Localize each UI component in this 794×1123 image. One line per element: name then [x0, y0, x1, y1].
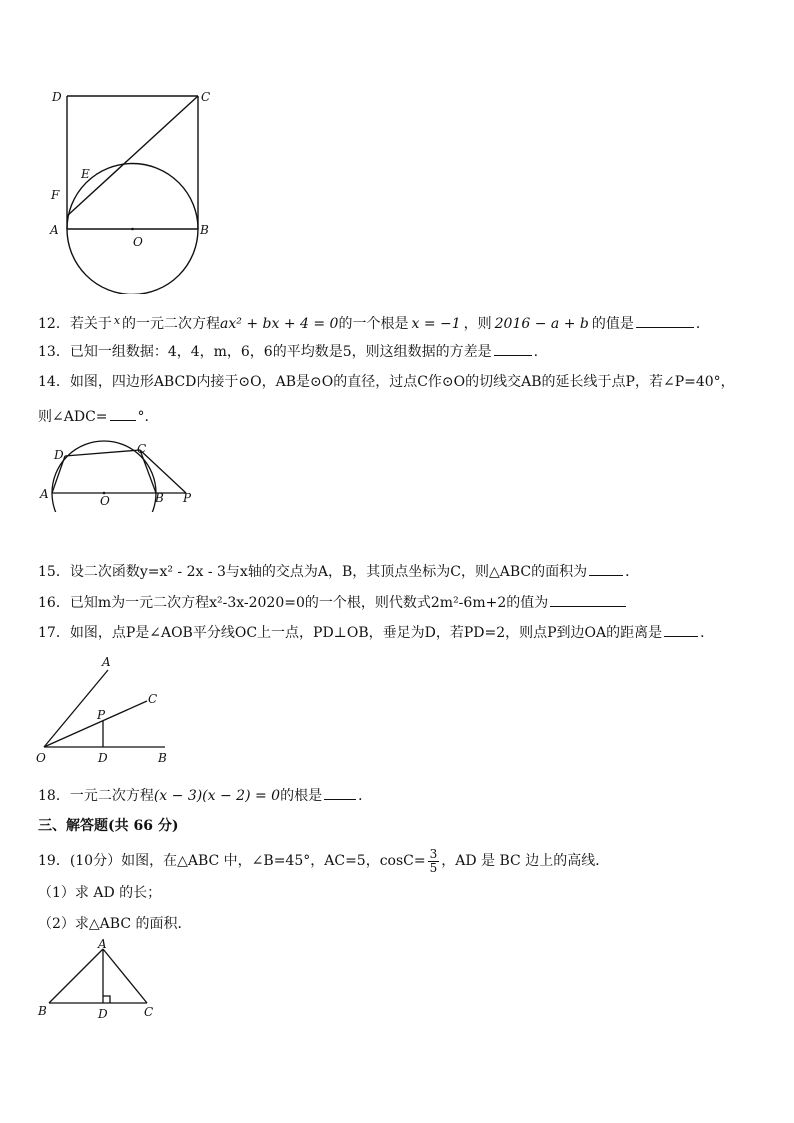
q13-answer-blank[interactable] [494, 341, 532, 356]
q19-frac-num: 3 [429, 846, 438, 861]
question-19 [38, 846, 609, 876]
label-C: C [201, 90, 211, 104]
q12-text1: 若关于 [69, 316, 112, 332]
q13-text: 13．已知一组数据：4，4，m，6，6的平均数是5，则这组数据的方差是 [38, 344, 492, 360]
fig19-label-B: B [38, 1004, 47, 1018]
q18-equation: (x − 3)(x − 2) = 0 [153, 788, 281, 804]
q17-text: 17．如图，点P是∠AOB平分线OC上一点，PD⊥OB，垂足为D，若PD=2，则点P到边OA的距离是 [38, 625, 663, 641]
q12-var: x [113, 314, 121, 327]
fig17-label-C: C [148, 692, 158, 706]
label-O: O [133, 235, 143, 249]
fig17-label-O: O [36, 751, 46, 765]
q18-text1: 18．一元二次方程 [38, 788, 154, 804]
fig14-label-O: O [100, 494, 110, 508]
question-19-part2 [38, 914, 192, 934]
q15-answer-blank[interactable] [589, 561, 623, 576]
section-3-title: 三、解答题(共 66 分) [38, 818, 179, 834]
q12-end: ． [695, 316, 710, 332]
fig14-label-A: A [40, 487, 49, 501]
label-D: D [52, 90, 62, 104]
fig17-label-B: B [158, 751, 167, 765]
q17-end: ． [700, 625, 715, 641]
q14-answer-blank[interactable] [110, 406, 136, 421]
fig17-label-D: D [98, 751, 108, 765]
q16-text: 16．已知m为一元二次方程x²-3x-2020=0的一个根，则代数式2m²-6m+2的值为 [38, 595, 549, 611]
q12-text2: 的一元二次方程 [122, 316, 221, 332]
fig17-label-A: A [102, 655, 111, 669]
fig14-label-B: B [155, 491, 164, 505]
fig19-label-C: C [144, 1005, 154, 1019]
question-18 [38, 785, 372, 806]
fig14-label-D: D [54, 448, 64, 462]
q12-num: 12． [38, 316, 70, 332]
q14-text-line1: 14．如图，四边形ABCD内接于⊙O，AB是⊙O的直径，过点C作⊙O的切线交AB的延长线于点P，若∠P=40°， [38, 374, 735, 390]
figure-14-circle-tangent [38, 440, 198, 512]
q12-text3: 的一个根是 [338, 316, 409, 332]
q18-end: ． [358, 788, 373, 804]
question-14-line2 [38, 406, 149, 427]
q17-answer-blank[interactable] [664, 622, 698, 637]
q16-answer-blank[interactable] [550, 592, 626, 607]
question-16 [38, 592, 628, 613]
question-17 [38, 622, 714, 643]
figure-19-triangle [32, 934, 162, 1024]
q18-text2: 的根是 [280, 788, 323, 804]
label-E: E [81, 167, 90, 181]
label-B: B [200, 223, 209, 237]
q18-answer-blank[interactable] [324, 785, 356, 800]
question-15 [38, 561, 639, 582]
question-19-part1 [38, 883, 161, 903]
q15-text: 15．设二次函数y=x² - 2x - 3与x轴的交点为A，B，其顶点坐标为C，则△ABC的面积为 [38, 564, 588, 580]
label-F: F [51, 188, 60, 202]
q19-part2-text: （2）求△ABC 的面积． [38, 916, 192, 932]
q19-frac-den: 5 [429, 860, 438, 875]
fig14-label-P: P [183, 491, 192, 505]
q14-text-line2: 则∠ADC= [38, 409, 108, 425]
q19-part1-text: （1）求 AD 的长； [38, 885, 162, 901]
q12-equation: ax² + bx + 4 = 0 [220, 316, 339, 332]
figure-17-angle-bisector [30, 650, 190, 768]
fig19-label-A: A [98, 937, 107, 951]
q19-text1: 19．(10分）如图，在△ABC 中，∠B=45°，AC=5，cosC= [38, 853, 426, 869]
q19-fraction [428, 848, 440, 875]
figure-square-circle [44, 84, 230, 294]
q12-answer-blank[interactable] [636, 313, 694, 328]
fig17-label-P: P [97, 708, 106, 722]
q14-end: °. [137, 409, 149, 425]
fig19-label-D: D [98, 1007, 108, 1021]
q13-end: . [533, 344, 539, 360]
q12-expression: 2016 − a + b [494, 316, 589, 332]
q12-text4: ，则 [463, 316, 492, 332]
q19-text2: ，AD 是 BC 边上的高线． [441, 853, 610, 869]
q15-end: ． [625, 564, 640, 580]
label-A: A [50, 223, 59, 237]
q12-text5: 的值是 [591, 316, 634, 332]
question-12 [38, 311, 710, 334]
question-13 [38, 341, 538, 362]
q12-root: x = −1 [411, 316, 461, 332]
question-14-line1 [38, 372, 735, 392]
fig14-label-C: C [137, 442, 147, 456]
